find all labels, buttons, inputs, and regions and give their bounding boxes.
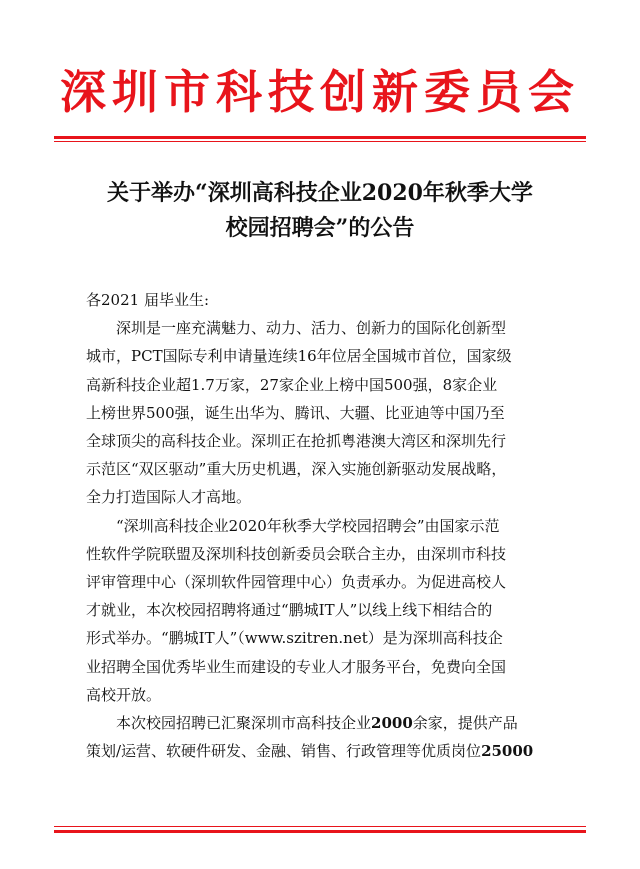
letterhead-title: 深圳市科技创新委员会 <box>60 65 580 119</box>
paragraph-line: 业招聘全国优秀毕业生而建设的专业人才服务平台，免费向全国 <box>86 657 507 676</box>
paragraph-line: 才就业，本次校园招聘将通过“鹏城IT人”以线上线下相结合的 <box>86 601 493 620</box>
paragraph-line: “深圳高科技企业2020年秋季大学校园招聘会”由国家示范 <box>116 516 500 535</box>
letterhead-rule-thick <box>54 136 586 139</box>
text-run: 余家，提供产品 <box>412 714 518 733</box>
paragraph-line: 全球顶尖的高科技企业。深圳正在抢抓粤港澳大湾区和深圳先行 <box>86 432 507 451</box>
paragraph-line: 性软件学院联盟及深圳科技创新委员会联合主办，由深圳市科技 <box>86 544 507 563</box>
document-title <box>60 176 580 246</box>
paragraph-3 <box>86 709 562 765</box>
footer-rule-thin <box>54 826 586 827</box>
footer-rule-thick <box>54 830 586 833</box>
bold-number: 25000 <box>481 742 534 761</box>
paragraph-line: 示范区“双区驱动”重大历史机遇，深入实施创新驱动发展战略， <box>86 460 507 479</box>
paragraph-1 <box>86 314 562 511</box>
paragraph-2 <box>86 512 562 709</box>
paragraph-line: 高新科技企业超1.7万家，27家企业上榜中国500强，8家企业 <box>86 375 498 394</box>
bold-number: 2000 <box>371 714 413 733</box>
letterhead-rule-thin <box>54 141 586 142</box>
paragraph-line <box>86 709 562 737</box>
paragraph-line: 深圳是一座充满魅力、动力、活力、创新力的国际化创新型 <box>116 319 507 338</box>
text-run: 本次校园招聘已汇聚深圳市高科技企业 <box>116 714 372 733</box>
text-run: 策划/运营、软硬件研发、金融、销售、行政管理等优质岗位 <box>86 742 482 761</box>
paragraph-line: 评审管理中心（深圳软件园管理中心）负责承办。为促进高校人 <box>86 573 507 592</box>
document-body <box>86 286 562 765</box>
document-title-line-2: 校园招聘会”的公告 <box>225 215 415 241</box>
paragraph-line: 形式举办。“鹏城IT人”（www.szitren.net）是为深圳高科技企 <box>86 629 503 648</box>
paragraph-line: 上榜世界500强，诞生出华为、腾讯、大疆、比亚迪等中国乃至 <box>86 403 505 422</box>
paragraph-line: 全力打造国际人才高地。 <box>86 488 252 507</box>
salutation: 各2021 届毕业生: <box>86 291 209 309</box>
document-title-line-1: 关于举办“深圳高科技企业2020年秋季大学 <box>107 180 533 206</box>
paragraph-line <box>86 737 562 765</box>
paragraph-line: 高校开放。 <box>86 685 162 704</box>
paragraph-line: 城市，PCT国际专利申请量连续16年位居全国城市首位，国家级 <box>86 347 512 366</box>
